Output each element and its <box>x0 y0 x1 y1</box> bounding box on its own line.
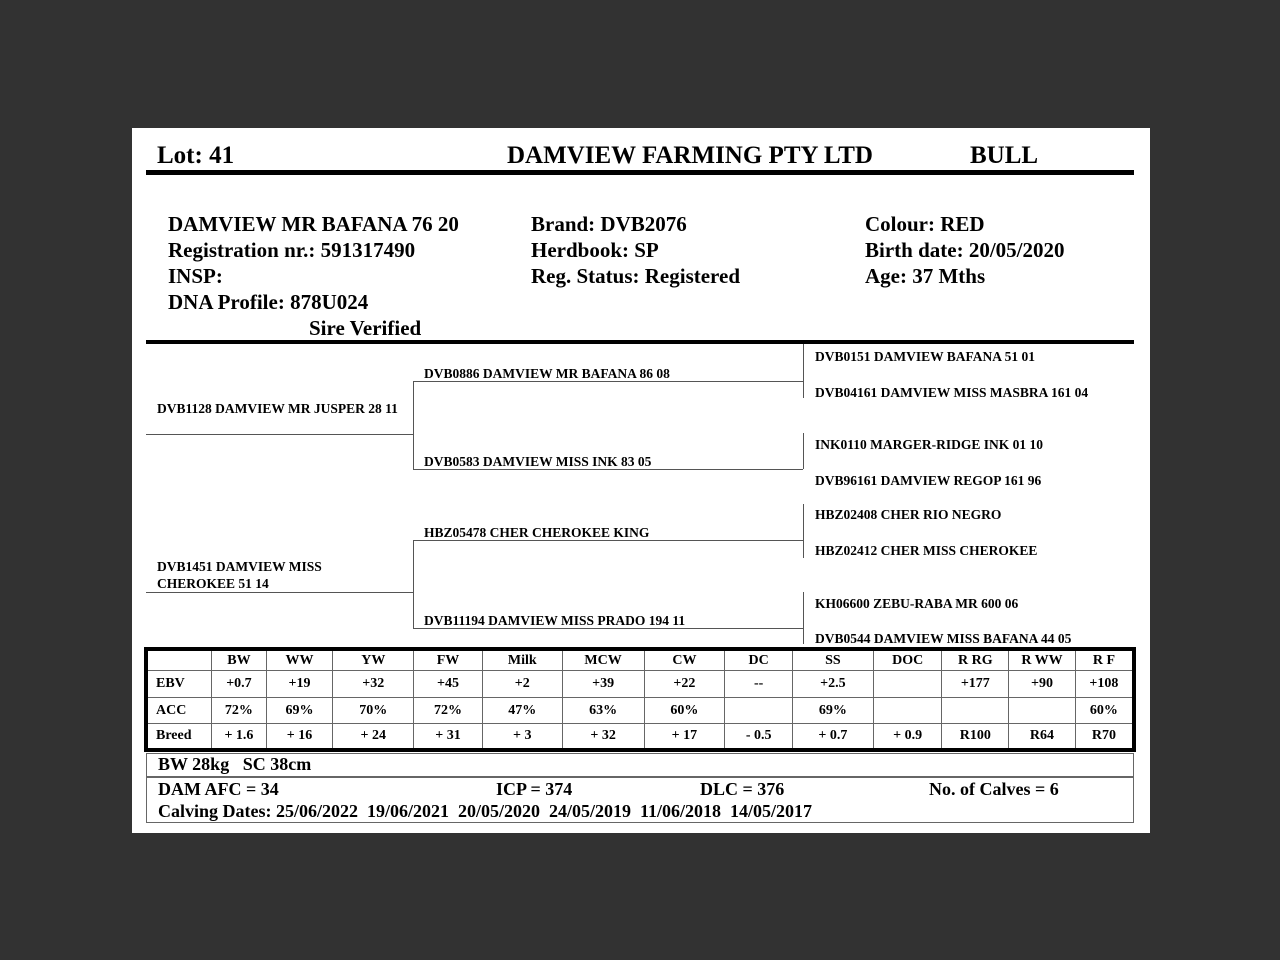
breed-cell: + 32 <box>562 724 644 751</box>
pedigree-dam: DVB1451 DAMVIEW MISS CHEROKEE 51 14 <box>157 559 322 591</box>
ebv-cell: +32 <box>333 671 414 698</box>
ebv-header-cell: DC <box>725 649 793 671</box>
acc-cell <box>942 698 1009 724</box>
pedigree-ggp-5: HBZ02408 CHER RIO NEGRO <box>815 507 1002 522</box>
ebv-cell: +45 <box>414 671 483 698</box>
pedigree-ggp-6: HBZ02412 CHER MISS CHEROKEE <box>815 543 1038 558</box>
pedigree-ggp-8: DVB0544 DAMVIEW MISS BAFANA 44 05 <box>815 631 1072 646</box>
herdbook: Herdbook: SP <box>531 238 659 262</box>
breed-row <box>146 724 1134 751</box>
acc-cell: 72% <box>414 698 483 724</box>
ebv-cell: +2.5 <box>792 671 873 698</box>
pedigree-line <box>803 504 804 558</box>
pedigree-ggp-4: DVB96161 DAMVIEW REGOP 161 96 <box>815 473 1042 488</box>
ebv-header-cell: R F <box>1075 649 1134 671</box>
acc-cell: 72% <box>212 698 267 724</box>
breed-cell: R64 <box>1009 724 1076 751</box>
colour: Colour: RED <box>865 212 985 236</box>
pedigree-line <box>803 592 804 644</box>
acc-cell <box>1009 698 1076 724</box>
ebv-header-cell: MCW <box>562 649 644 671</box>
breed-cell: + 16 <box>266 724 333 751</box>
dlc: DLC = 376 <box>700 779 785 799</box>
ebv-cell: +39 <box>562 671 644 698</box>
pedigree-dam-dam: DVB11194 DAMVIEW MISS PRADO 194 11 <box>424 613 686 628</box>
breed-cell: - 0.5 <box>725 724 793 751</box>
reg-status: Reg. Status: Registered <box>531 264 740 288</box>
ebv-header-cell: SS <box>792 649 873 671</box>
acc-cell: 70% <box>333 698 414 724</box>
ebv-header-cell: FW <box>414 649 483 671</box>
acc-cell: 60% <box>644 698 725 724</box>
pedigree-line <box>803 344 804 398</box>
acc-cell: 47% <box>482 698 562 724</box>
no-of-calves: No. of Calves = 6 <box>929 779 1059 799</box>
ebv-cell <box>873 671 942 698</box>
birth-date: Birth date: 20/05/2020 <box>865 238 1065 262</box>
brand: Brand: DVB2076 <box>531 212 687 236</box>
animal-name: DAMVIEW MR BAFANA 76 20 <box>168 212 459 236</box>
dam-afc: DAM AFC = 34 <box>158 779 279 799</box>
pedigree-line <box>803 433 804 469</box>
acc-cell: 60% <box>1075 698 1134 724</box>
ebv-cell: +90 <box>1009 671 1076 698</box>
measurements-box <box>146 753 1134 777</box>
acc-cell <box>725 698 793 724</box>
lot-number: Lot: 41 <box>157 142 235 169</box>
insp-label: INSP: <box>168 264 223 288</box>
acc-cell: 69% <box>792 698 873 724</box>
breed-cell: + 24 <box>333 724 414 751</box>
ebv-header-cell: R WW <box>1009 649 1076 671</box>
breed-cell: R100 <box>942 724 1009 751</box>
animal-type: BULL <box>970 142 1039 169</box>
ebv-cell: -- <box>725 671 793 698</box>
ebv-cell: +2 <box>482 671 562 698</box>
row-label: ACC <box>146 698 212 724</box>
farm-name: DAMVIEW FARMING PTY LTD <box>507 142 873 169</box>
pedigree-line <box>146 434 413 435</box>
ebv-header-cell: YW <box>333 649 414 671</box>
lot-card <box>132 128 1150 833</box>
breed-cell: + 0.9 <box>873 724 942 751</box>
acc-row <box>146 698 1134 724</box>
age: Age: 37 Mths <box>865 264 986 288</box>
ebv-cell: +177 <box>942 671 1009 698</box>
ebv-header-cell <box>146 649 212 671</box>
pedigree-line <box>413 628 803 629</box>
ebv-header-cell: WW <box>266 649 333 671</box>
pedigree-line <box>413 381 414 469</box>
calving-dates: Calving Dates: 25/06/2022 19/06/2021 20/05/2020 24/05/2019 11/06/2018 14/05/2017 <box>158 801 813 821</box>
pedigree-line <box>413 540 414 628</box>
ebv-header-cell: BW <box>212 649 267 671</box>
ebv-header-row <box>146 649 1134 671</box>
pedigree-line <box>413 469 803 470</box>
ebv-header-cell: R RG <box>942 649 1009 671</box>
row-label: EBV <box>146 671 212 698</box>
breed-cell: + 3 <box>482 724 562 751</box>
pedigree-dam-sire: HBZ05478 CHER CHEROKEE KING <box>424 525 650 540</box>
pedigree-ggp-1: DVB0151 DAMVIEW BAFANA 51 01 <box>815 349 1036 364</box>
ebv-row <box>146 671 1134 698</box>
pedigree-sire-sire: DVB0886 DAMVIEW MR BAFANA 86 08 <box>424 366 670 381</box>
pedigree-line <box>413 540 803 541</box>
pedigree-ggp-3: INK0110 MARGER-RIDGE INK 01 10 <box>815 437 1044 452</box>
pedigree-sire-dam: DVB0583 DAMVIEW MISS INK 83 05 <box>424 454 652 469</box>
breed-cell: + 31 <box>414 724 483 751</box>
ebv-header-cell: Milk <box>482 649 562 671</box>
pedigree-line <box>146 592 413 593</box>
dam-stats-box <box>146 777 1134 823</box>
row-label: Breed <box>146 724 212 751</box>
sire-verified: Sire Verified <box>309 316 422 340</box>
breed-cell: + 0.7 <box>792 724 873 751</box>
pedigree-ggp-2: DVB04161 DAMVIEW MISS MASBRA 161 04 <box>815 385 1089 400</box>
dna-profile: DNA Profile: 878U024 <box>168 290 369 314</box>
ebv-cell: +0.7 <box>212 671 267 698</box>
ebv-cell: +19 <box>266 671 333 698</box>
icp: ICP = 374 <box>496 779 573 799</box>
acc-cell: 63% <box>562 698 644 724</box>
info-rule <box>146 340 1134 344</box>
pedigree-line <box>413 381 803 382</box>
ebv-cell: +22 <box>644 671 725 698</box>
breed-cell: + 1.6 <box>212 724 267 751</box>
acc-cell <box>873 698 942 724</box>
ebv-header-cell: DOC <box>873 649 942 671</box>
breed-cell: R70 <box>1075 724 1134 751</box>
ebv-cell: +108 <box>1075 671 1134 698</box>
ebv-header-cell: CW <box>644 649 725 671</box>
breed-cell: + 17 <box>644 724 725 751</box>
pedigree-ggp-7: KH06600 ZEBU-RABA MR 600 06 <box>815 596 1019 611</box>
acc-cell: 69% <box>266 698 333 724</box>
registration-number: Registration nr.: 591317490 <box>168 238 416 262</box>
pedigree-sire: DVB1128 DAMVIEW MR JUSPER 28 11 <box>157 401 398 416</box>
ebv-table <box>144 647 1136 752</box>
header-rule <box>146 170 1134 175</box>
measurements: BW 28kg SC 38cm <box>158 754 312 774</box>
